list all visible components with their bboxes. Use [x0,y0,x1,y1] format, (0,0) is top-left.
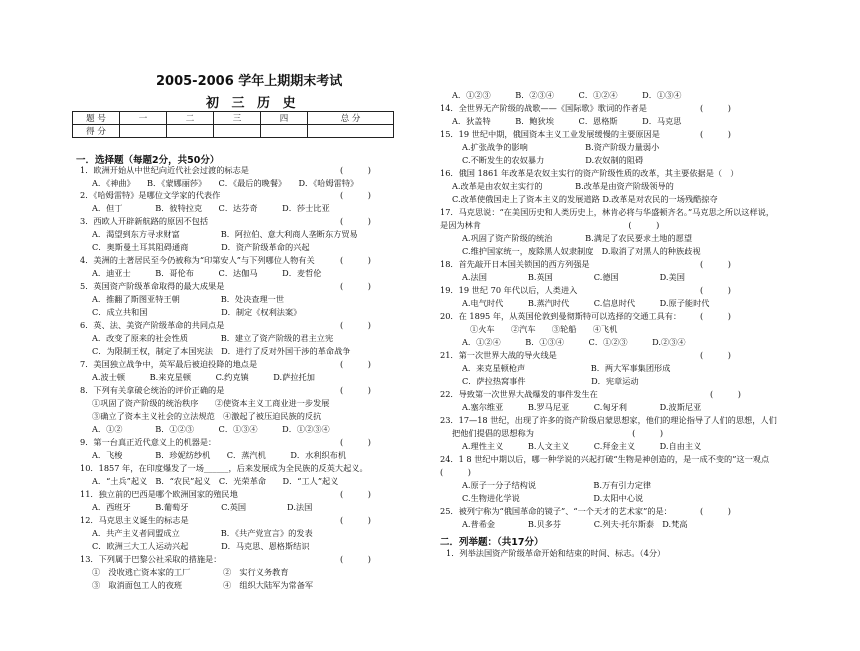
question-line: 11．独立前的巴西是哪个欧洲国家的殖民地 [80,489,238,499]
question-line: A．“土兵”起义 B．“农民”起义 C．光荣革命 D．“工人”起义 [92,476,339,486]
question-line: ( ) [340,554,371,564]
question-line: 22．导致第一次世界大战爆发的事件发生在 [440,389,598,399]
score-input-cell[interactable] [167,125,214,138]
question-line: A．狄盖特 B．鲍狄埃 C．恩格斯 D．马克思 [452,116,682,126]
question-line: ( ) [340,437,371,447]
question-line: 1．欧洲开始从中世纪向近代社会过渡的标志是 [80,165,249,175]
question-line: 18．首先敲开日本国关锁国的西方列强是 [440,259,590,269]
question-line: 21．第一次世界大战的导火线是 [440,350,557,360]
question-line: ① 没收逃亡资本家的工厂 ② 实行义务教育 [92,567,289,577]
question-line: C.生物进化学说 D.太阳中心说 [462,493,644,503]
question-line: ( ) [340,190,371,200]
question-line: ③确立了资本主义社会的立法规范 ④激起了被压迫民族的反抗 [92,411,322,421]
score-input-cell[interactable] [308,125,394,138]
question-line: A．来克星顿枪声 B．两大军事集团形成 [462,363,671,373]
question-line: ( ) [700,129,731,139]
question-line: ( ) [700,285,731,295]
question-line: A．《神曲》 B．《蒙娜丽莎》 C．《最后的晚餐》 D．《哈姆雷特》 [92,178,359,188]
score-cell: 题 号 [73,112,120,125]
question-line: C．欧洲三大工人运动兴起 D．马克思、恩格斯结识 [92,541,310,551]
score-table [72,111,394,138]
question-line: 20．在 1895 年，从英国伦敦到曼彻斯特可以选择的交通工具有： [440,311,682,321]
score-cell: 一 [120,112,167,125]
section-heading: 一．选择题（每题2分，共50分） [76,155,220,166]
question-line: A．①②③ B．②③④ C．①②④ D．①③④ [452,90,682,100]
question-line: C．奥斯曼土耳其阻碍通商 D．资产阶级革命的兴起 [92,242,310,252]
exam-title: 2005-2006 学年上期期末考试 [156,74,343,89]
score-table-value-row [73,125,394,138]
question-line: 23．17—18 世纪，出现了许多的资产阶级启蒙思想家，他们的理论指导了人们的思想，人们 [440,415,777,425]
question-line: A.电气时代 B.蒸汽时代 C.信息时代 D.原子能时代 [462,298,710,308]
question-line: A．共产主义者同盟成立 B．《共产党宣言》的发表 [92,528,313,538]
question-line: 把他们提倡的思想称为 ( ) [452,428,664,438]
question-line: 8．下列有关拿破仑统治的评价正确的是 [80,385,225,395]
question-line: ( ) [340,281,371,291]
question-line: 25．被列宁称为“俄国革命的镜子”、“一个天才的艺术家”的是： [440,506,672,516]
question-line: ( ) [340,359,371,369]
question-line: ( ) [340,385,371,395]
question-line: ( ) [340,165,371,175]
question-line: A．飞梭 B．珍妮纺纱机 C．蒸汽机 D．水利织布机 [92,450,347,460]
question-line: A．西班牙 B.葡萄牙 C.英国 D.法国 [92,502,313,512]
question-line: A．但丁 B．彼特拉克 C．达芬奇 D．莎士比亚 [92,203,330,213]
question-line: A.理性主义 B.人文主义 C.拜金主义 D.自由主义 [462,441,702,451]
question-line: ( ) [700,103,731,113]
score-input-cell[interactable] [261,125,308,138]
question-line: ①火车 ②汽车 ③轮船 ④飞机 [470,324,618,334]
question-line: 3．西欧人开辟新航路的原因不包括 [80,216,209,226]
section-heading: 二．列举题：（共17分） [440,537,544,548]
question-line: 15．19 世纪中期，俄国资本主义工业发展缓慢的主要原因是 [440,129,660,139]
question-line: C．成立共和国 D．制定《权利法案》 [92,307,302,317]
question-line: A．迪亚士 B．哥伦布 C．达伽马 D．麦哲伦 [92,268,322,278]
score-cell: 三 [214,112,261,125]
question-line: C．萨拉热窝事件 D．宪章运动 [462,376,639,386]
question-line: A.法国 B.英国 C.德国 D.美国 [462,272,685,282]
question-line: A．推翻了斯图亚特王朝 B．处决查理一世 [92,294,285,304]
question-line: 9．第一台真正近代意义上的机器是： [80,437,217,447]
question-line: A．改变了原来的社会性质 B．建立了资产阶级的君主立宪 [92,333,334,343]
question-line: 24．1 8 世纪中期以后，哪一种学说的兴起打破“生物是神创造的，是一成不变的”这一观点 [440,454,770,464]
score-cell: 得 分 [73,125,120,138]
question-line: A.原子一分子结构说 B.万有引力定律 [462,480,652,490]
question-line: 10．1857 年，在印度爆发了一场______，后来发展成为全民族的反英大起义。 [80,463,368,473]
question-line: 17．马克思说：“在美国历史和人类历史上，林肯必将与华盛顿齐名。”马克思之所以这样说， [440,207,775,217]
question-line: C．为限制王权，制定了本国宪法 D．进行了反对外国干涉的革命战争 [92,346,351,356]
question-line: 19．19 世纪 70 年代以后，人类进入 [440,285,578,295]
question-line: ( ) [700,506,731,516]
question-line: ( ) [340,515,371,525]
question-line: 2．《哈姆雷特》是哪位文学家的代表作 [80,190,221,200]
question-line: 4．美洲的土著居民至今仍被称为“印第安人”与下列哪位人物有关 [80,255,315,265]
question-line: C.不断发生的农奴暴力 D.农奴制的阻碍 [462,155,644,165]
question-line: ( ) [340,489,371,499]
score-cell: 二 [167,112,214,125]
question-line: A.波士顿 B.来克星顿 C.约克镇 D.萨拉托加 [92,372,315,382]
question-line: ③ 取消面包工人的夜班 ④ 组织大陆军为常备军 [92,580,314,590]
question-line: ( ) [440,467,471,477]
score-input-cell[interactable] [214,125,261,138]
score-cell: 总 分 [308,112,394,125]
question-line: 5．英国资产阶级革命取得的最大成果是 [80,281,225,291]
question-line: ( ) [700,259,731,269]
question-line: ①巩固了资产阶级的统治秩序 ②使资本主义工商业进一步发展 [92,398,330,408]
question-line: 6．英、法、美资产阶级革命的共同点是 [80,320,225,330]
question-line: A．①② B．①②③ C．①③④ D．①②③④ [92,424,330,434]
question-line: A.巩固了资产阶级的统治 B.满足了农民要求土地的愿望 [462,233,693,243]
question-line: A.扩张战争的影响 B.资产阶级力量弱小 [462,142,660,152]
question-line: 7．美国独立战争中，英军最后被迫投降的地点是 [80,359,258,369]
score-table-header-row [73,112,394,125]
question-line: 13．下列属于巴黎公社采取的措施是： [80,554,222,564]
exam-subject: 初 三 历 史 [206,96,300,111]
question-line: C.维护国家统一，废除黑人奴隶制度 D.取消了对黑人的种族歧视 [462,246,701,256]
question-line: A．渴望到东方寻求财富 B．阿拉伯、意大利商人垄断东方贸易 [92,229,358,239]
question-line: ( ) [700,350,731,360]
question-line: ( ) [340,255,371,265]
question-line: 16．俄国 1861 年改革是农奴主实行的资产阶级性质的改革，其主要依据是（ ） [440,168,739,178]
question-line: 1．列举法国资产阶级革命开始和结束的时间、标志。（4分） [446,548,666,558]
question-line: A.塞尔维亚 B.罗马尼亚 C.匈牙利 D.波斯尼亚 [462,402,702,412]
question-line: A.普希金 B.贝多芬 C.列夫·托尔斯泰 D.梵高 [462,519,688,529]
question-line: 是因为林肯 ( ) [440,220,660,230]
question-line: ( ) [700,311,731,321]
question-line: A．①②④ B．①③④ C．①②③ D.②③④ [462,337,686,347]
question-line: A.改革是由农奴主实行的 B.改革是由资产阶级领导的 [452,181,674,191]
question-line: ( ) [340,320,371,330]
question-line: C.改革使俄国走上了资本主义的发展道路 D.改革是对农民的一场残酷掠夺 [452,194,718,204]
score-cell: 四 [261,112,308,125]
question-line: ( ) [710,389,741,399]
score-input-cell[interactable] [120,125,167,138]
question-line: ( ) [340,216,371,226]
question-line: 14．全世界无产阶级的战歌——《国际歌》歌词的作者是 [440,103,647,113]
question-line: 12．马克思主义诞生的标志是 [80,515,189,525]
